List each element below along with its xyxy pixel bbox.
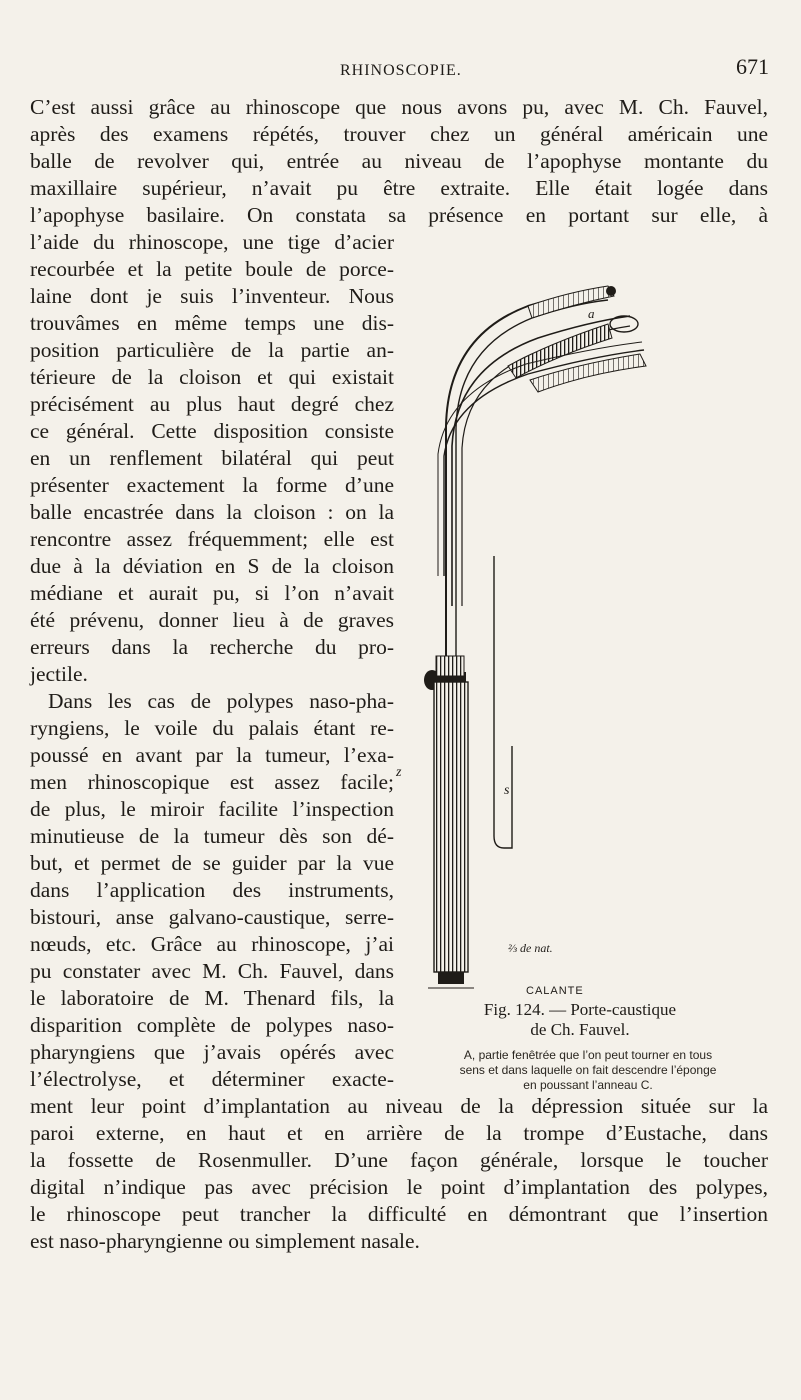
paragraph-1-narrow bbox=[30, 229, 394, 688]
figure-caption bbox=[380, 1000, 780, 1040]
text-line: minutieuse de la tumeur dès son dé- bbox=[30, 824, 394, 848]
text-line: rencontre assez fréquemment; elle est bbox=[30, 527, 394, 551]
text-line: dans l’application des instruments, bbox=[30, 878, 394, 902]
text-line: due à la déviation en S de la cloison bbox=[30, 554, 394, 578]
text-line: men rhinoscopique est assez facile; bbox=[30, 770, 394, 794]
legend-line: sens et dans laquelle on fait descendre l’éponge bbox=[459, 1063, 717, 1077]
text-line: balle encastrée dans la cloison : on la bbox=[30, 500, 394, 524]
text-line: jectile. bbox=[30, 662, 88, 686]
text-line: maxillaire supérieur, n’avait pu être extraite. Elle était logée dans bbox=[30, 176, 768, 200]
text-line: ryngiens, le voile du palais étant re- bbox=[30, 716, 394, 740]
text-line: paroi externe, en haut et en arrière de la trompe d’Eustache, dans bbox=[30, 1121, 768, 1145]
page-header bbox=[0, 50, 801, 90]
text-line: l’apophyse basilaire. On constata sa présence en portant sur elle, à bbox=[30, 203, 768, 227]
text-line: l’électrolyse, et déterminer exacte- bbox=[30, 1067, 394, 1091]
text-line: Dans les cas de polypes naso-pha- bbox=[48, 689, 394, 713]
text-line: balle de revolver qui, entrée au niveau de l’apophyse montante du bbox=[30, 149, 768, 173]
legend-line: A, partie fenêtrée que l’on peut tourner en tous bbox=[463, 1048, 713, 1062]
text-line: ce général. Cette disposition consiste bbox=[30, 419, 394, 443]
text-line: pharyngiens que j’avais opérés avec bbox=[30, 1040, 394, 1064]
figure-legend bbox=[398, 1048, 778, 1093]
text-line: position particulière de la partie an- bbox=[30, 338, 394, 362]
paragraph-2-wide bbox=[30, 1093, 768, 1255]
text-line: C’est aussi grâce au rhinoscope que nous avons pu, avec M. Ch. Fauvel, bbox=[30, 95, 768, 119]
text-line: l’aide du rhinoscope, une tige d’acier bbox=[30, 230, 394, 254]
page-number: 671 bbox=[736, 54, 769, 79]
text-line: poussé en avant par la tumeur, l’exa- bbox=[30, 743, 394, 767]
text-line: ment leur point d’implantation au niveau de la dépression située sur la bbox=[30, 1094, 768, 1118]
figure-label-s: s bbox=[504, 783, 510, 798]
porte-caustique-illustration bbox=[396, 276, 728, 997]
text-line: pu constater avec M. Ch. Fauvel, dans bbox=[30, 959, 394, 983]
text-line: recourbée et la petite boule de porce- bbox=[30, 257, 394, 281]
figure-signature: ⅔ de nat. bbox=[508, 941, 553, 955]
text-line: la fossette de Rosenmuller. D’une façon générale, lorsque le toucher bbox=[30, 1148, 768, 1172]
text-line: le laboratoire de M. Thenard fils, la bbox=[30, 986, 394, 1010]
text-line: de plus, le miroir facilite l’inspection bbox=[30, 797, 394, 821]
text-line: présenter exactement la forme d’une bbox=[30, 473, 394, 497]
text-line: térieure de la cloison et qui existait bbox=[30, 365, 394, 389]
text-line: précisément au plus haut degré chez bbox=[30, 392, 394, 416]
figure-engraver: CALANTE bbox=[526, 985, 584, 997]
text-line: disparition complète de polypes naso- bbox=[30, 1013, 394, 1037]
running-title: RHINOSCOPIE. bbox=[340, 62, 462, 79]
text-line: après des examens répétés, trouver chez un général américain une bbox=[30, 122, 768, 146]
text-line: le rhinoscope peut trancher la difficulté en démontrant que l’insertion bbox=[30, 1202, 768, 1226]
text-line: en un renflement bilatéral qui peut bbox=[30, 446, 394, 470]
text-line: laine dont je suis l’inventeur. Nous bbox=[30, 284, 394, 308]
legend-line: en poussant l’anneau C. bbox=[523, 1078, 653, 1092]
text-line: nœuds, etc. Grâce au rhinoscope, j’ai bbox=[30, 932, 394, 956]
paragraph-2-narrow bbox=[30, 688, 394, 1093]
figure-label-z: z bbox=[396, 765, 402, 780]
text-line: bistouri, anse galvano-caustique, serre- bbox=[30, 905, 394, 929]
caption-line-1: Fig. 124. — Porte-caustique bbox=[483, 1000, 677, 1019]
text-line: digital n’indique pas avec précision le point d’implantation des polypes, bbox=[30, 1175, 768, 1199]
caption-line-2: de Ch. Fauvel. bbox=[530, 1020, 630, 1039]
figure-label-a: a bbox=[588, 306, 595, 321]
text-line: erreurs dans la recherche du pro- bbox=[30, 635, 394, 659]
text-line: but, et permet de se guider par la vue bbox=[30, 851, 394, 875]
text-line: est naso-pharyngienne ou simplement nasale. bbox=[30, 1229, 420, 1253]
text-line: trouvâmes en même temps une dis- bbox=[30, 311, 394, 335]
paragraph-1-wide bbox=[30, 94, 768, 229]
text-line: médiane et aurait pu, si l’on n’avait bbox=[30, 581, 394, 605]
text-line: été prévenu, donner lieu à de graves bbox=[30, 608, 394, 632]
